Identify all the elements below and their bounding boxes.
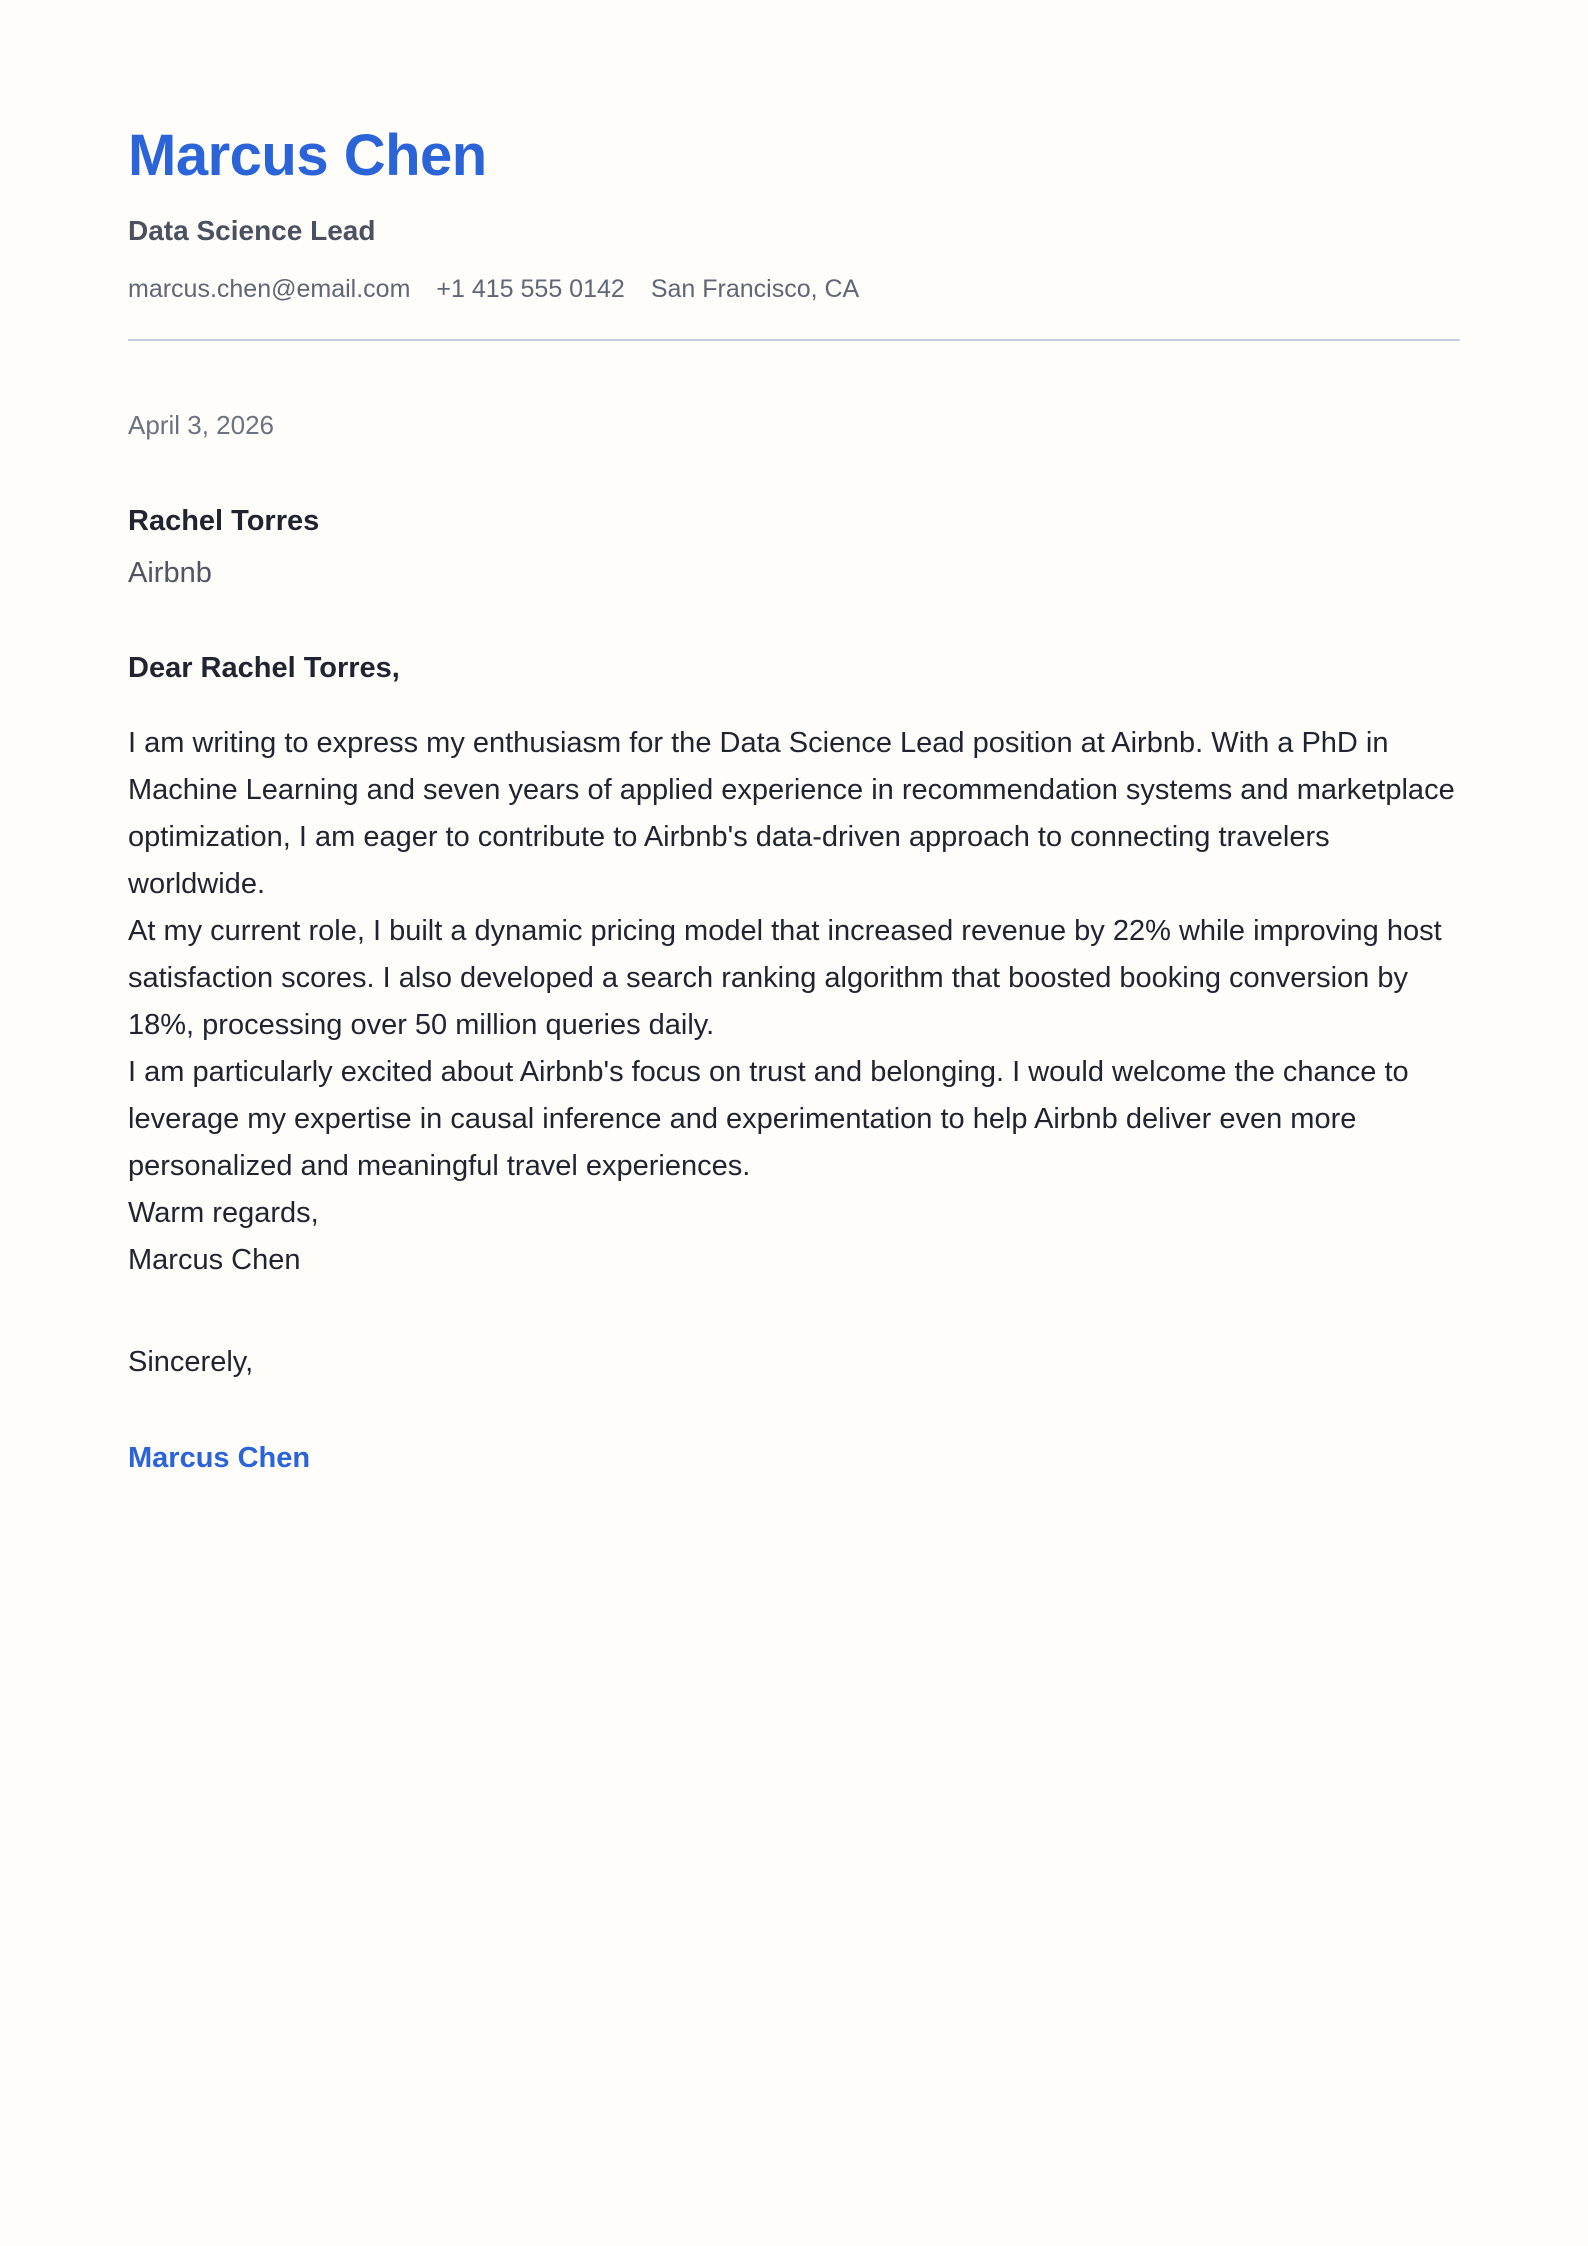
contact-email: marcus.chen@email.com xyxy=(128,275,411,303)
closing: Sincerely, xyxy=(128,1346,254,1378)
body-paragraph: Marcus Chen xyxy=(128,1244,301,1276)
salutation: Dear Rachel Torres, xyxy=(128,652,400,684)
letter-header xyxy=(128,0,1460,341)
contact-info xyxy=(128,274,1460,304)
body-paragraph: At my current role, I built a dynamic pricing model that increased revenue by 22% while improving host satisfaction scores. I also developed a search ranking algorithm that boosted booking conversion by 18%, processing over 50 million queries daily. xyxy=(128,915,1442,1041)
sender-name: Marcus Chen xyxy=(128,123,487,188)
recipient-name: Rachel Torres xyxy=(128,505,320,537)
contact-location: San Francisco, CA xyxy=(650,275,860,303)
body-paragraph: I am particularly excited about Airbnb's focus on trust and belonging. I would welcome the chance to leverage my expertise in causal inference and experimentation to help Airbnb deliver even more personalized and meaningful travel experiences. xyxy=(128,1056,1409,1182)
recipient-company: Airbnb xyxy=(128,557,212,589)
header-divider xyxy=(128,339,1460,341)
sender-title: Data Science Lead xyxy=(128,215,376,246)
letter-body xyxy=(128,720,1460,1284)
body-paragraph: Warm regards, xyxy=(128,1197,319,1229)
contact-phone: +1 415 555 0142 xyxy=(436,275,625,303)
signature: Marcus Chen xyxy=(128,1442,311,1474)
body-paragraph: I am writing to express my enthusiasm for the Data Science Lead position at Airbnb. With a PhD in Machine Learning and seven years of applied experience in recommendation systems and marketplace optimization, I am eager to contribute to Airbnb's data-driven approach to connecting travelers worldwide. xyxy=(128,727,1455,900)
letter-date: April 3, 2026 xyxy=(128,410,274,440)
